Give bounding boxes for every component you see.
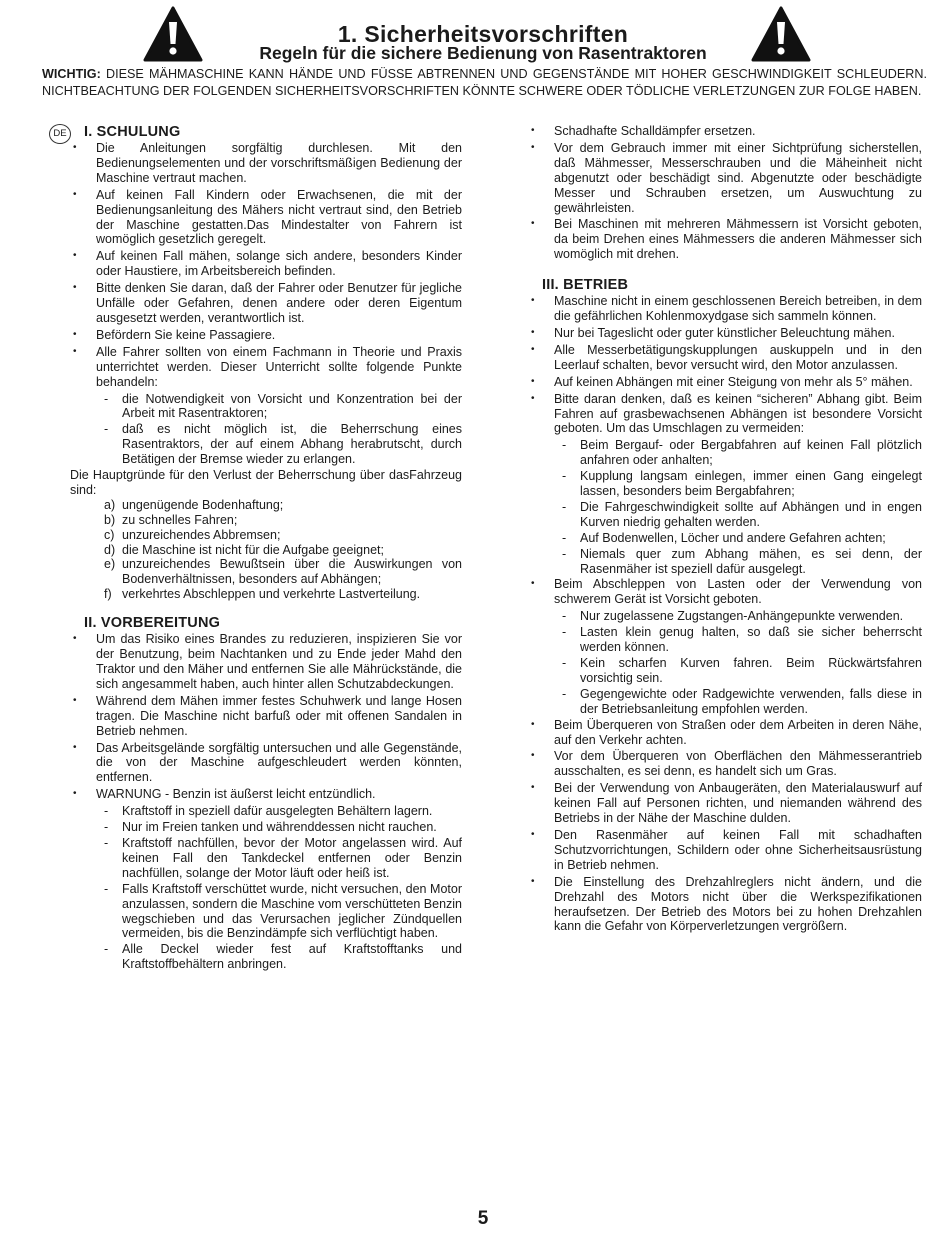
right-column bbox=[528, 124, 922, 936]
warning-notice bbox=[42, 66, 927, 100]
sub-list-item: - Kraftstoff in speziell dafür ausgelegten Behältern lagern. bbox=[70, 804, 462, 819]
section-heading: III. BETRIEB bbox=[542, 277, 629, 294]
list-item: • Die Einstellung des Drehzahlreglers nicht ändern, und die Drehzahl des Motors nicht über die Werkspezifikationen heraufsetzen. Der Betrieb des Motors bei zu hohen Drehzahlen kann die Gefahr von Körperverletzungen vergrößern. bbox=[528, 875, 922, 935]
list-item: • Den Rasenmäher auf keinen Fall mit schadhaften Schutzvorrichtungen, Schildern oder ohne Sicherheitsausrüstung in Betrieb nehmen. bbox=[528, 828, 922, 873]
sub-list-item: - Beim Bergauf- oder Bergabfahren auf keinen Fall plötzlich anfahren oder anhalten; bbox=[528, 438, 922, 468]
lettered-item bbox=[70, 543, 462, 558]
paragraph: Die Hauptgründe für den Verlust der Beherrschung über dasFahrzeug sind: bbox=[70, 468, 462, 497]
sub-list-item: - Falls Kraftstoff verschüttet wurde, nicht versuchen, den Motor anzulassen, sondern die Maschine vom verschütteten Benzin wegschieben und das Verursachen jeglicher Zündquellen vermeiden, bis die Benzindämpfe sich verflüchtigt haben. bbox=[70, 882, 462, 942]
item-label: a) bbox=[104, 497, 116, 512]
sub-list-item: - Niemals quer zum Abhang mähen, es sei denn, der Rasenmäher ist speziell dafür ausgelegt. bbox=[528, 547, 922, 577]
list-item: • Alle Messerbetätigungskupplungen auskuppeln und in den Leerlauf schalten, bevor versucht wird, den Motor anzulassen. bbox=[528, 343, 922, 373]
lettered-item bbox=[70, 498, 462, 513]
item-text: verkehrtes Abschleppen und verkehrte Lastverteilung. bbox=[122, 587, 421, 602]
sub-list-item: - Nur im Freien tanken und währenddessen nicht rauchen. bbox=[70, 820, 462, 835]
lettered-item bbox=[70, 587, 462, 602]
warning-body: DIESE MÄHMASCHINE KANN HÄNDE UND FÜSSE ABTRENNEN UND GEGENSTÄNDE MIT HOHER GESCHWINDIGKEIT SCHLEUDERN. NICHTBEACHTUNG DER FOLGENDEN SICHERHEITSVORSCHRIFTEN KÖNNTE SCHWERE ODER TÖDLICHE VERLETZUNGEN ZUR FOLGE HABEN. bbox=[42, 67, 927, 98]
item-label: b) bbox=[104, 512, 116, 527]
sub-list-item: - Kein scharfen Kurven fahren. Beim Rückwärtsfahren vorsichtig sein. bbox=[528, 656, 922, 686]
section-heading: I. SCHULUNG bbox=[84, 124, 181, 140]
item-text: die Maschine ist nicht für die Aufgabe geeignet; bbox=[122, 542, 384, 557]
list-item: • Das Arbeitsgelände sorgfältig untersuchen und alle Gegenstände, die von der Maschine aufgeschleudert werden könnten, entfernen. bbox=[70, 741, 462, 786]
list-item: • Alle Fahrer sollten von einem Fachmann in Theorie und Praxis unterrichtet werden. Dieser Unterricht sollte folgende Punkte behandeln: bbox=[70, 345, 462, 390]
item-label: d) bbox=[104, 542, 116, 557]
list-item: • Beim Überqueren von Straßen oder dem Arbeiten in deren Nähe, auf den Verkehr achten. bbox=[528, 718, 922, 748]
list-item: • Vor dem Gebrauch immer mit einer Sichtprüfung sicherstellen, daß Mähmesser, Messerschrauben und die Mäheinheit nicht abgenutzt oder beschädigt sind. Abgenutzte oder beschädigte Messer und Schrauben ersetzen, um Auswuchtung zu gewährleisten. bbox=[528, 141, 922, 216]
page-subtitle: Regeln für die sichere Bedienung von Rasentraktoren bbox=[259, 43, 707, 63]
list-item: • Beim Abschleppen von Lasten oder der Verwendung von schwerem Gerät ist Vorsicht geboten. bbox=[528, 577, 922, 607]
item-label: e) bbox=[104, 557, 116, 572]
list-item: • Die Anleitungen sorgfältig durchlesen. Mit den Bedienungselementen und der vorschriftsmäßigen Bedienung der Maschine vertraut machen. bbox=[70, 141, 462, 186]
list-item: • Maschine nicht in einem geschlossenen Bereich betreiben, in dem die gefährlichen Kohlenmoxydgase sich sammeln können. bbox=[528, 294, 922, 324]
sub-list-item: - die Notwendigkeit von Vorsicht und Konzentration bei der Arbeit mit Rasentraktoren; bbox=[70, 392, 462, 422]
sub-list-item: - Gegengewichte oder Radgewichte verwenden, falls diese in der Betriebsanleitung empfohlen werden. bbox=[528, 687, 922, 717]
item-text: zu schnelles Fahren; bbox=[122, 512, 238, 527]
warning-label: WICHTIG: bbox=[42, 67, 101, 81]
list-item: • Auf keinen Abhängen mit einer Steigung von mehr als 5° mähen. bbox=[528, 375, 922, 390]
list-item: • Um das Risiko eines Brandes zu reduzieren, inspizieren Sie vor der Benutzung, beim Nachtanken und zu Ende jeder Mahd den Traktor und den Mäher und entfernen Sie alle Mährückstände, die sich angesammelt haben, auch hinter allen Schutzabdeckungen. bbox=[70, 632, 462, 692]
sub-list-item: - Kraftstoff nachfüllen, bevor der Motor angelassen wird. Auf keinen Fall den Tankdeckel entfernen oder Benzin nachfüllen, solange der Motor läuft oder heiß ist. bbox=[70, 836, 462, 881]
page-title: 1. Sicherheitsvorschriften bbox=[337, 21, 629, 47]
list-item: • Bitte denken Sie daran, daß der Fahrer oder Benutzer für jegliche Unfälle oder Gefahren, denen andere oder deren Eigentum ausgesetzt werden, verantwortlich ist. bbox=[70, 281, 462, 326]
sub-list-item: - Auf Bodenwellen, Löcher und andere Gefahren achten; bbox=[528, 531, 922, 546]
list-item: • Schadhafte Schalldämpfer ersetzen. bbox=[528, 124, 922, 139]
lettered-item bbox=[70, 513, 462, 528]
sub-list-item: - Die Fahrgeschwindigkeit sollte auf Abhängen und in engen Kurven niedrig gehalten werden. bbox=[528, 500, 922, 530]
lettered-item bbox=[70, 557, 462, 587]
item-label: f) bbox=[104, 587, 112, 602]
sub-list-item: - Nur zugelassene Zugstangen-Anhängepunkte verwenden. bbox=[528, 609, 922, 624]
list-item: • Befördern Sie keine Passagiere. bbox=[70, 328, 462, 343]
item-text: unzureichendes Bewußtsein über die Auswirkungen von Bodenverhältnissen, besonders auf Abhängen; bbox=[122, 557, 462, 587]
item-text: unzureichendes Abbremsen; bbox=[122, 527, 281, 542]
list-item: • Auf keinen Fall Kindern oder Erwachsenen, die mit der Bedienungsanleitung des Mähers nicht vertraut sind, den Betrieb der Maschine gestatten.Das Mindestalter von Fahrern ist womöglich gesetzlich geregelt. bbox=[70, 188, 462, 248]
list-item: • WARNUNG - Benzin ist äußerst leicht entzündlich. bbox=[70, 787, 462, 802]
list-item: • Während dem Mähen immer festes Schuhwerk und lange Hosen tragen. Die Maschine nicht barfuß oder mit offenen Sandalen in Betrieb nehmen. bbox=[70, 694, 462, 739]
list-item: • Auf keinen Fall mähen, solange sich andere, besonders Kinder oder Haustiere, im Arbeitsbereich befinden. bbox=[70, 249, 462, 279]
item-text: ungenügende Bodenhaftung; bbox=[122, 497, 284, 512]
item-label: c) bbox=[104, 527, 115, 542]
language-badge: DE bbox=[49, 124, 71, 144]
left-column bbox=[70, 124, 462, 973]
list-item: • Bei der Verwendung von Anbaugeräten, den Materialauswurf auf keinen Fall auf Personen richten, und niemanden während des Betriebs in der Nähe der Maschine dulden. bbox=[528, 781, 922, 826]
list-item: • Nur bei Tageslicht oder guter künstlicher Beleuchtung mähen. bbox=[528, 326, 922, 341]
list-item: • Bei Maschinen mit mehreren Mähmessern ist Vorsicht geboten, da beim Drehen eines Mähmessers die anderen Mähmesser sich womöglich mit drehen. bbox=[528, 217, 922, 262]
list-item: • Bitte daran denken, daß es keinen “sicheren” Abhang gibt. Beim Fahren auf grasbewachsenen Abhängen ist besondere Vorsicht geboten. Um das Umschlagen zu vermeiden: bbox=[528, 392, 922, 437]
sub-list-item: - Alle Deckel wieder fest auf Kraftstofftanks und Kraftstoffbehältern anbringen. bbox=[70, 942, 462, 972]
list-item: • Vor dem Überqueren von Oberflächen den Mähmesserantrieb ausschalten, es sei denn, es handelt sich um Gras. bbox=[528, 749, 922, 779]
section-heading: II. VORBEREITUNG bbox=[84, 615, 221, 632]
lettered-item bbox=[70, 528, 462, 543]
page-number: 5 bbox=[477, 1208, 489, 1229]
sub-list-item: - Lasten klein genug halten, so daß sie sicher beherrscht werden können. bbox=[528, 625, 922, 655]
sub-list-item: - Kupplung langsam einlegen, immer einen Gang eingelegt lassen, besonders beim Bergabfahren; bbox=[528, 469, 922, 499]
sub-list-item: - daß es nicht möglich ist, die Beherrschung eines Rasentraktors, der auf einem Abhang herabrutscht, durch Betätigen der Bremse wieder zu erlangen. bbox=[70, 422, 462, 467]
